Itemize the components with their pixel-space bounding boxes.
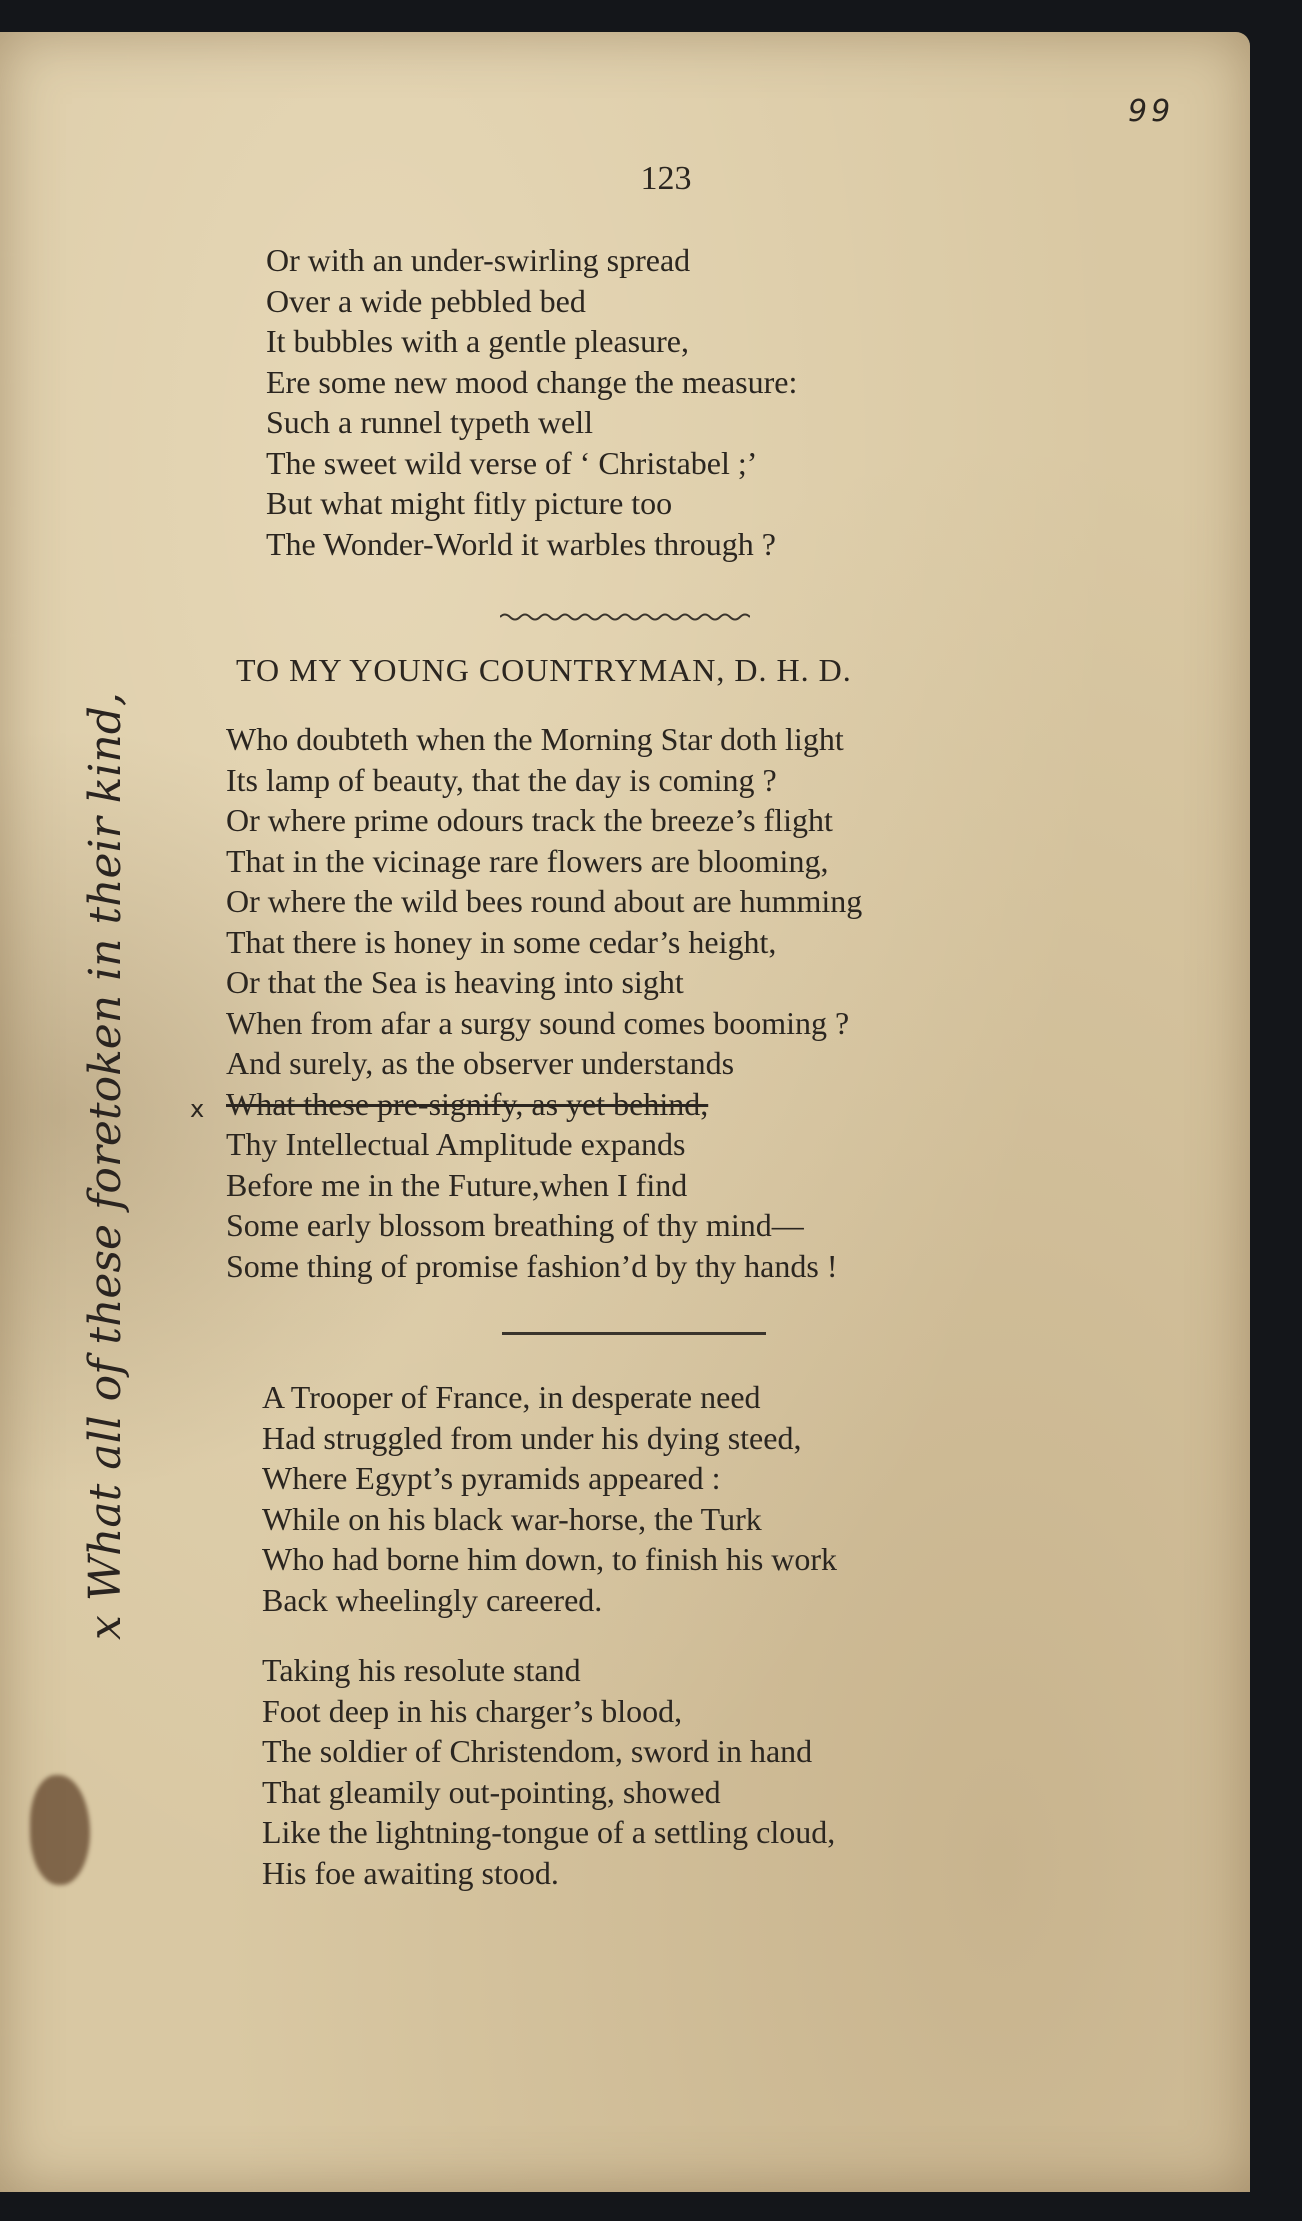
verse-line: That in the vicinage rare flowers are blooming, [226,842,829,879]
struck-verse-line: What these pre-signify, as yet behind, [226,1085,709,1122]
verse-line: His foe awaiting stood. [262,1854,559,1891]
verse-line: Ere some new mood change the measure: [266,363,798,400]
verse-line: Or that the Sea is heaving into sight [226,964,684,1000]
verse-line: The sweet wild verse of ‘ Christabel ;’ [266,444,758,481]
section-divider [502,1332,766,1335]
verse-line: Back wheelingly careered. [262,1581,603,1618]
verse-line: Its lamp of beauty, that the day is coming ? [226,761,777,798]
verse-line: The soldier of Christendom, sword in hand [262,1733,813,1769]
verse-line: Over a wide pebbled bed [266,282,586,319]
folio-number: 99 [1128,94,1175,129]
verse-line: Before me in the Future,when I find [226,1166,688,1203]
verse-line: Some thing of promise fashion’d by thy hands ! [226,1247,838,1284]
verse-line: Who had borne him down, to finish his work [262,1541,838,1577]
verse-line: It bubbles with a gentle pleasure, [266,323,689,359]
verse-line: Foot deep in his charger’s blood, [262,1692,683,1729]
handwritten-margin-annotation: x What all of these foretoken in their kind, [80,692,131,1640]
margin-x-mark: x [190,1095,205,1123]
verse-line: Where Egypt’s pyramids appeared : [262,1460,721,1496]
verse-line: Or where prime odours track the breeze’s flight [226,802,833,838]
verse-line: And surely, as the observer understands [226,1045,735,1081]
sonnet [226,719,862,1286]
verse-line: The Wonder-World it warbles through ? [266,525,776,562]
verse-line: Some early blossom breathing of thy mind— [226,1207,804,1243]
verse-line: Like the lightning-tongue of a settling cloud, [262,1814,836,1850]
verse-line: But what might fitly picture too [266,485,673,521]
verse-line: Or with an under-swirling spread [266,242,691,278]
verse-line: That gleamily out-pointing, showed [262,1773,721,1810]
verse-line: Thy Intellectual Amplitude expands [226,1126,686,1162]
verse-line: While on his black war-horse, the Turk [262,1500,762,1537]
verse-line: Or where the wild bees round about are humming [226,883,863,919]
poem-title: TO MY YOUNG COUNTRYMAN, D. H. D. [236,652,852,688]
stanza-intro [266,240,797,564]
wavy-divider [500,610,750,624]
verse-line: Who doubteth when the Morning Star doth light [226,721,844,757]
ink-stain [30,1775,90,1885]
verse-line: That there is honey in some cedar’s height, [226,923,777,960]
verse-line: Had struggled from under his dying steed, [262,1419,802,1456]
trooper-stanza-2 [262,1650,835,1893]
page-number: 123 [640,160,692,197]
trooper-stanza-1 [262,1377,837,1620]
verse-line: Such a runnel typeth well [266,404,594,440]
verse-line: When from afar a surgy sound comes booming ? [226,1004,850,1041]
verse-line: Taking his resolute stand [262,1652,581,1688]
verse-line: A Trooper of France, in desperate need [262,1379,761,1415]
